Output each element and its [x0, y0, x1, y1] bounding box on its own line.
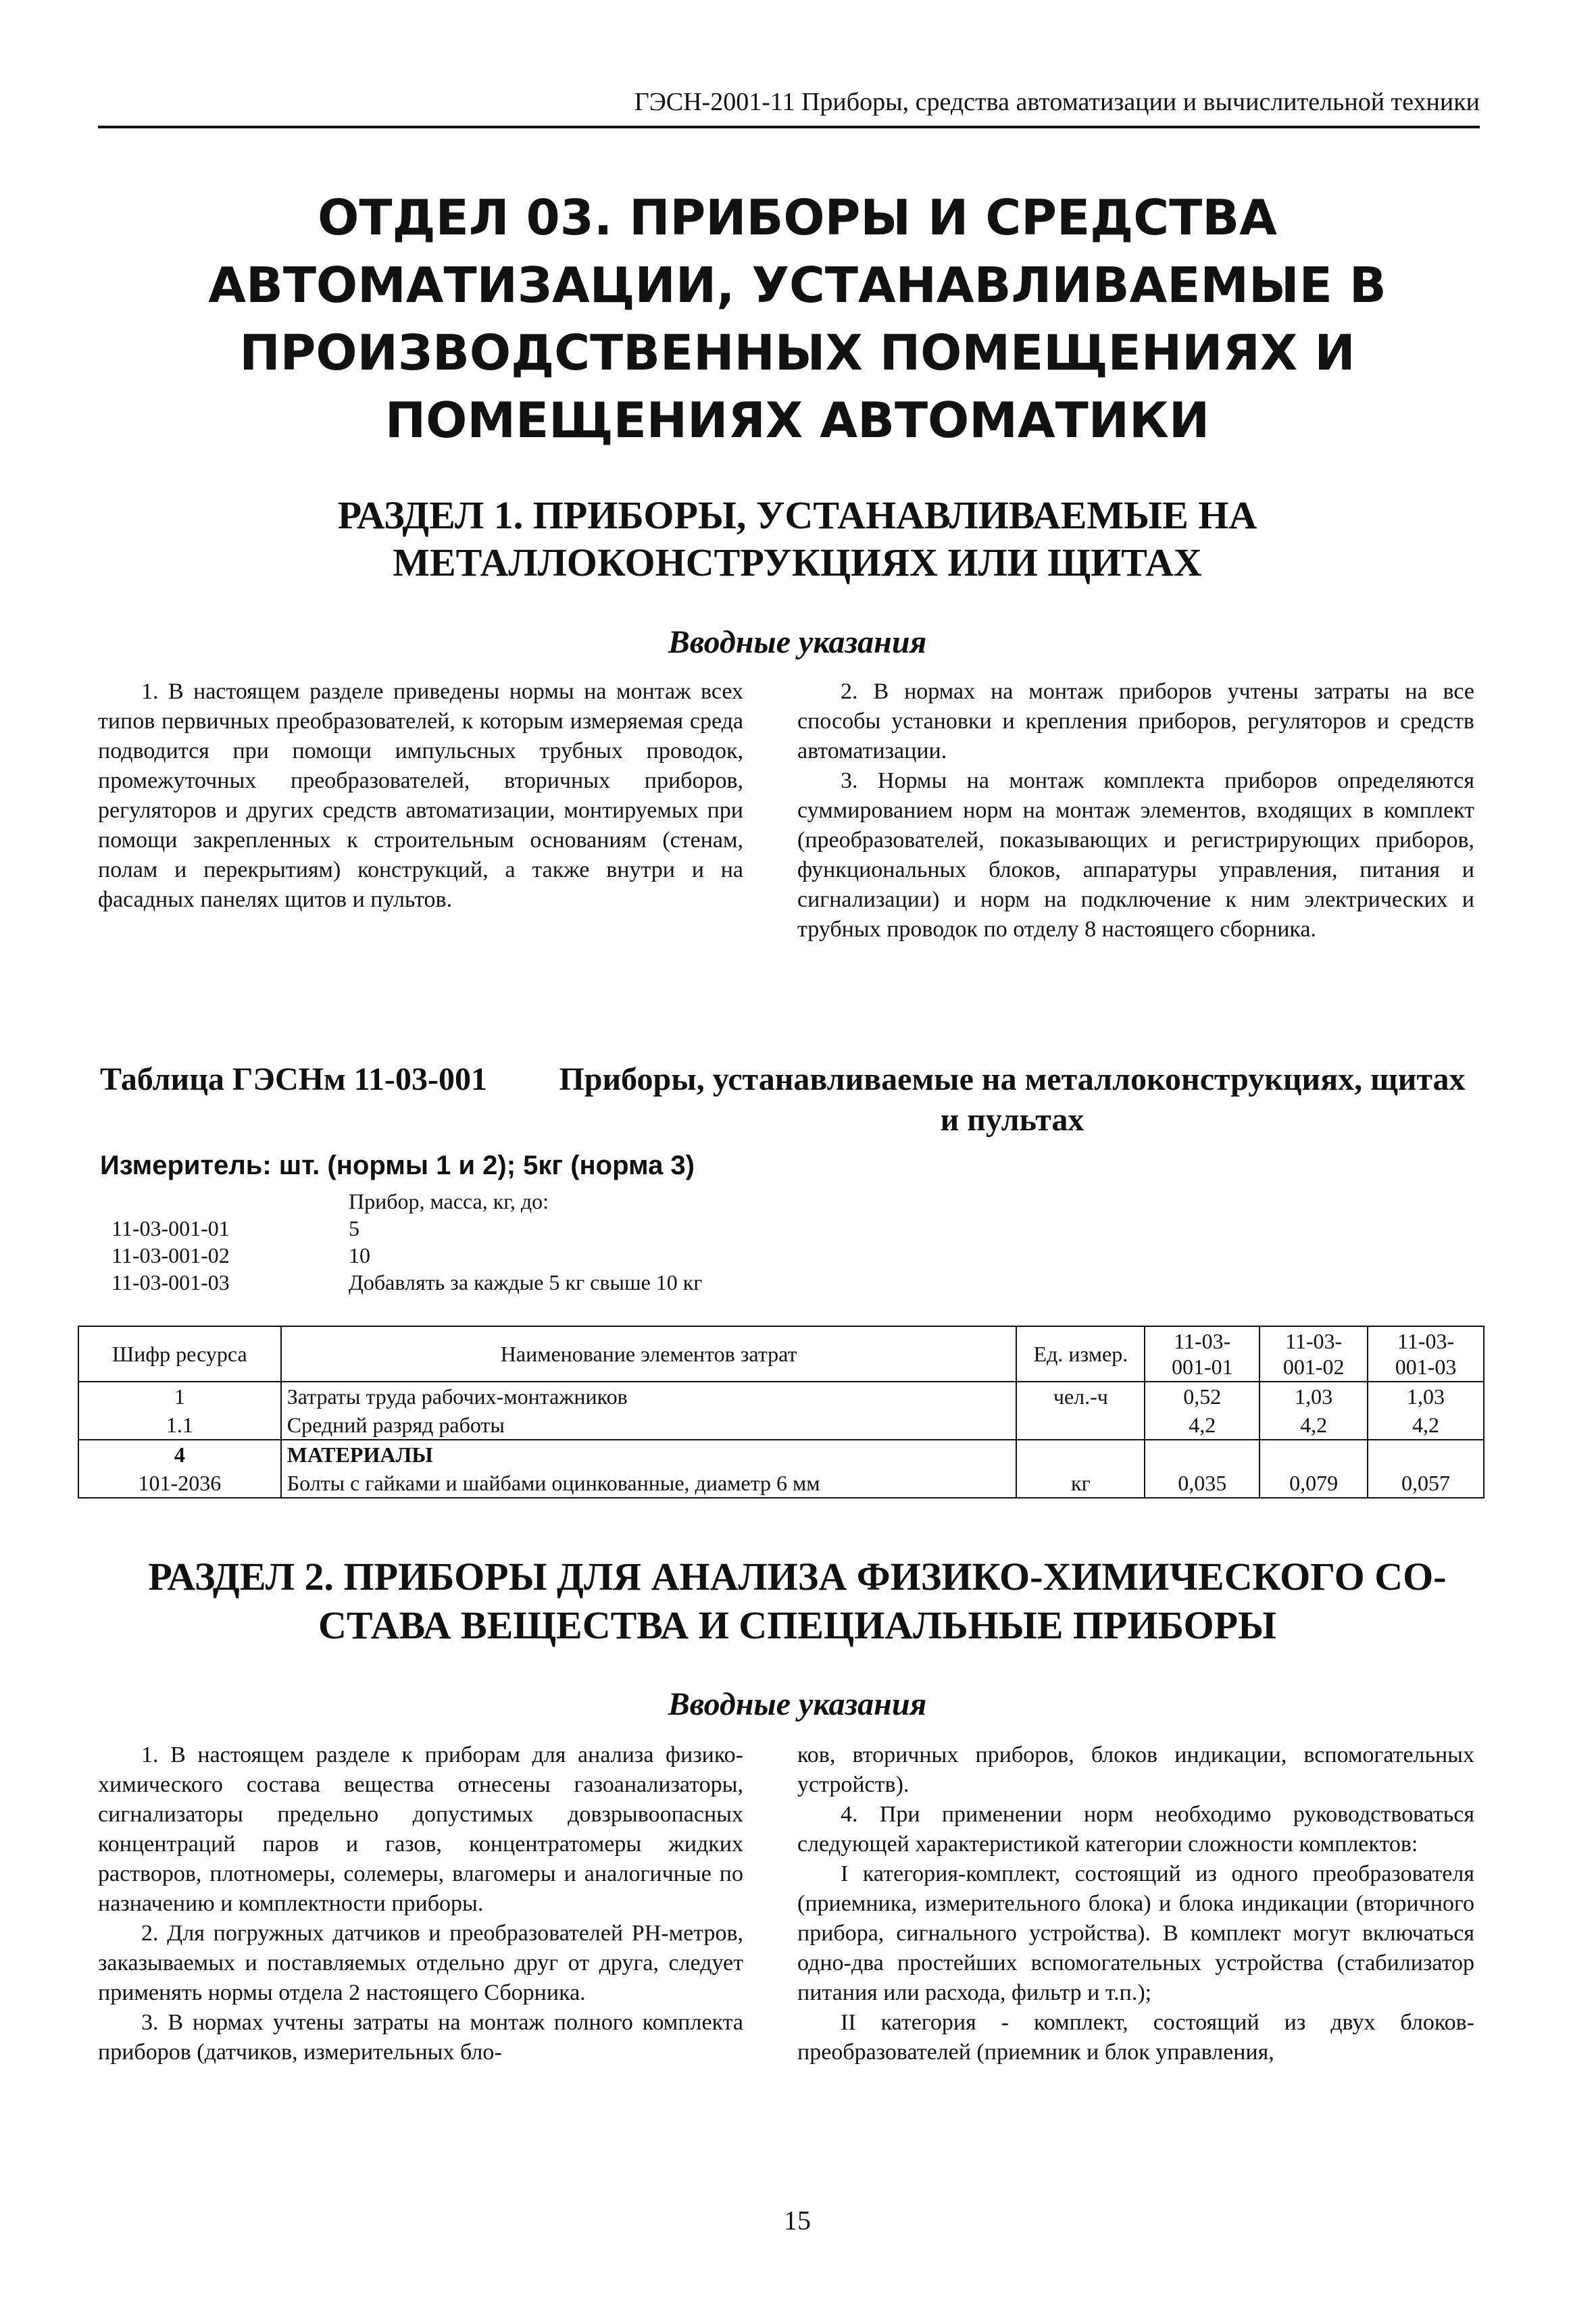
cell-norm-3: [1368, 1440, 1484, 1469]
column-header-norm-3: [1368, 1326, 1484, 1382]
norm-value: Добавлять за каждые 5 кг свыше 10 кг: [349, 1270, 703, 1294]
section1-left-column: [98, 677, 743, 915]
paragraph: 1. В настоящем разделе приведены нормы на монтаж всех типов первичных преобразователей, к которым измеряемая среда подводится при помощи импульсных трубных проводок, промежуточных преобразователей, вторичных приборов, регуляторов и других средств автоматизации, монтируемых при помощи закрепленных к строительным основаниям (стенам, полам и перекрытиям) конструкций, а также внутри и на фасадных панелях щитов и пультов.: [98, 679, 743, 912]
cell-norm-1: [1145, 1440, 1260, 1469]
cell-code: 1.1: [78, 1411, 281, 1440]
cell-norm-2: [1260, 1440, 1368, 1469]
meter-line: Измеритель: шт. (нормы 1 и 2); 5кг (норма 3): [100, 1151, 695, 1180]
cell-norm-3: 0,057: [1368, 1469, 1484, 1498]
norm-code: 11-03-001-01: [111, 1216, 230, 1240]
section2-right-column: [797, 1740, 1474, 2067]
column-header-unit: Ед. измер.: [1016, 1326, 1145, 1382]
department-title: [108, 184, 1487, 454]
cell-norm-2: 0,079: [1260, 1469, 1368, 1498]
cell-name: Затраты труда рабочих-монтажников: [281, 1382, 1017, 1411]
header-rule: [98, 126, 1480, 128]
cell-norm-2: 1,03: [1260, 1382, 1368, 1411]
cell-name: Средний разряд работы: [281, 1411, 1017, 1440]
column-header-norm-2-line: 001-02: [1282, 1355, 1345, 1379]
paragraph: I категория-комплект, состоящий из одного преобразователя (приемника, измерительного блока) и блока индикации (вторичного прибора, сигнального устройства). В комплект могут включаться одно-два простейших вспомогательных устройства (стабилизатор питания или расхода, фильтр и т.п.);: [797, 1861, 1474, 2005]
cell-norm-1: 4,2: [1145, 1411, 1260, 1440]
norm-value: 10: [349, 1243, 370, 1267]
cell-code: 4: [78, 1440, 281, 1469]
paragraph: 1. В настоящем разделе к приборам для анализа физико-химического состава вещества отнесены газоанализаторы, сигнализаторы предельно допустимых довзрывоопасных концентраций паров и газов, концентратомеры жидких растворов, плотномеры, солемеры, влагомеры и аналогичные по назначению и комплектности приборы.: [98, 1742, 743, 1916]
column-header-norm-1-line: 11-03-: [1174, 1329, 1231, 1353]
table-header-row: [78, 1326, 1484, 1382]
table-name: Приборы, устанавливаемые на металлоконструкциях, щитах и пультах: [559, 1061, 1466, 1138]
cell-code: 101-2036: [78, 1469, 281, 1498]
table-row: [78, 1440, 1484, 1469]
cell-norm-1: 0,52: [1145, 1382, 1260, 1411]
column-header-norm-3-line: 001-03: [1395, 1355, 1457, 1379]
paragraph: 3. В нормах учтены затраты на монтаж полного комплекта приборов (датчиков, измерительных бло-: [98, 2010, 743, 2065]
section2-title-line: РАЗДЕЛ 2. ПРИБОРЫ ДЛЯ АНАЛИЗА ФИЗИКО-ХИМИЧЕСКОГО СО-: [148, 1555, 1447, 1599]
department-title-line: АВТОМАТИЗАЦИИ, УСТАНАВЛИВАЕМЫЕ В: [208, 257, 1387, 313]
table-code: Таблица ГЭСНм 11-03-001: [100, 1061, 487, 1097]
section1-title-line: МЕТАЛЛОКОНСТРУКЦИЯХ ИЛИ ЩИТАХ: [393, 540, 1202, 584]
cell-norm-3: 4,2: [1368, 1411, 1484, 1440]
norm-code: 11-03-001-03: [111, 1270, 230, 1294]
cost-table: [78, 1326, 1485, 1499]
paragraph: 4. При применении норм необходимо руководствоваться следующей характеристикой категории сложности комплектов:: [797, 1802, 1474, 1857]
cell-norm-2: 4,2: [1260, 1411, 1368, 1440]
cell-unit: чел.-ч: [1016, 1382, 1145, 1411]
cell-norm-3: 1,03: [1368, 1382, 1484, 1411]
table-row: [78, 1469, 1484, 1498]
norm-value: 5: [349, 1216, 359, 1240]
column-header-norm-2: [1260, 1326, 1368, 1382]
norm-code: 11-03-001-02: [111, 1243, 230, 1267]
section2-left-column: [98, 1740, 743, 2067]
section2-title: [108, 1553, 1487, 1650]
column-header-norm-1: [1145, 1326, 1260, 1382]
paragraph: ков, вторичных приборов, блоков индикации, вспомогательных устройств).: [797, 1742, 1474, 1797]
paragraph: 2. Для погружных датчиков и преобразователей РН-метров, заказываемых и поставляемых отдельно друг от друга, следует применять нормы отдела 2 настоящего Сборника.: [98, 1921, 743, 2005]
section1-title-line: РАЗДЕЛ 1. ПРИБОРЫ, УСТАНАВЛИВАЕМЫЕ НА: [337, 493, 1257, 537]
department-title-line: ОТДЕЛ 03. ПРИБОРЫ И СРЕДСТВА: [318, 189, 1277, 246]
column-header-norm-2-line: 11-03-: [1285, 1329, 1343, 1353]
department-title-line: ПРОИЗВОДСТВЕННЫХ ПОМЕЩЕНИЯХ И: [239, 324, 1355, 381]
paragraph: II категория - комплект, состоящий из двух блоков-преобразователей (приемник и блок управления,: [797, 2010, 1474, 2065]
cell-name: МАТЕРИАЛЫ: [281, 1440, 1017, 1469]
column-header-norm-3-line: 11-03-: [1397, 1329, 1455, 1353]
paragraph: 2. В нормах на монтаж приборов учтены затраты на все способы установки и крепления приборов, регуляторов и средств автоматизации.: [797, 679, 1474, 763]
department-title-line: ПОМЕЩЕНИЯХ АВТОМАТИКИ: [384, 392, 1210, 449]
section1-right-column: [797, 677, 1474, 945]
table-row: [78, 1382, 1484, 1411]
page-number: 15: [784, 2205, 811, 2236]
cell-unit: кг: [1016, 1469, 1145, 1498]
paragraph: 3. Нормы на монтаж комплекта приборов определяются суммированием норм на монтаж элементов, входящих в комплект (преобразователей, показывающих и регистрирующих приборов, функциональных блоков, аппаратуры управления, питания и сигнализации) и норм на подключение к ним электрических и трубных проводок по отделу 8 настоящего сборника.: [797, 768, 1474, 942]
cell-unit: [1016, 1440, 1145, 1469]
section2-title-line: СТАВА ВЕЩЕСТВА И СПЕЦИАЛЬНЫЕ ПРИБОРЫ: [318, 1603, 1277, 1647]
section1-intro-heading: Вводные указания: [668, 624, 927, 660]
cell-norm-1: 0,035: [1145, 1469, 1260, 1498]
cell-unit: [1016, 1411, 1145, 1440]
cell-name: Болты с гайками и шайбами оцинкованные, диаметр 6 мм: [281, 1469, 1017, 1498]
section2-intro-heading: Вводные указания: [668, 1686, 927, 1722]
running-header: ГЭСН-2001-11 Приборы, средства автоматизации и вычислительной техники: [634, 88, 1480, 116]
column-header-name: Наименование элементов затрат: [281, 1326, 1017, 1382]
column-header-resource-code: Шифр ресурса: [78, 1326, 281, 1382]
norm-description: Прибор, масса, кг, до:: [349, 1189, 549, 1213]
column-header-norm-1-line: 001-01: [1171, 1355, 1233, 1379]
cell-code: 1: [78, 1382, 281, 1411]
section1-title: [108, 492, 1487, 586]
table-row: [78, 1411, 1484, 1440]
